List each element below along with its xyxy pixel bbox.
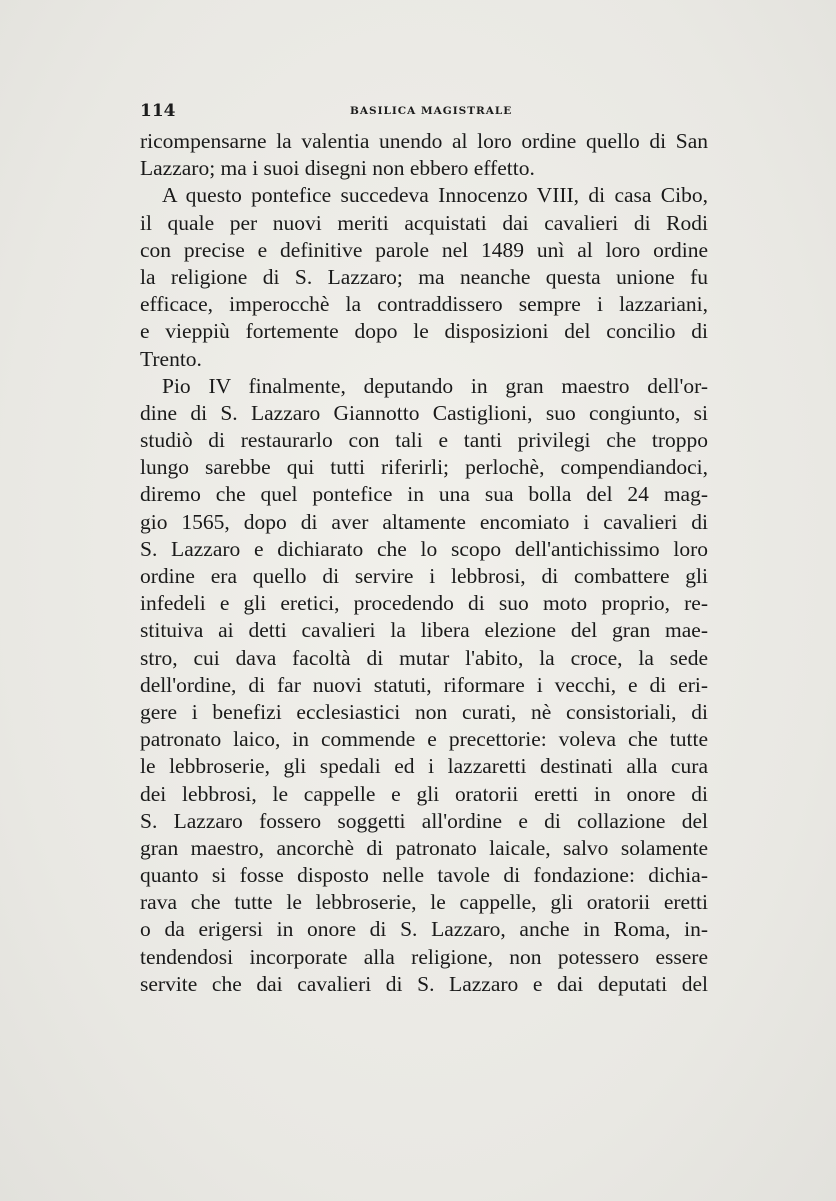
text-line: infedeli e gli eretici, procedendo di suo moto proprio, re- — [140, 591, 708, 616]
text-line: con precise e definitive parole nel 1489 unì al loro ordine — [140, 237, 708, 262]
text-line: patronato laico, in commende e precettorie: voleva che tutte — [140, 727, 708, 752]
text-line: Lazzaro; ma i suoi disegni non ebbero effetto. — [140, 156, 535, 181]
running-head: BASILICA MAGISTRALE — [350, 105, 513, 117]
text-line: gran maestro, ancorchè di patronato laicale, salvo solamente — [140, 835, 708, 860]
text-line: quanto si fosse disposto nelle tavole di fondazione: dichia- — [140, 863, 708, 888]
text-line: A questo pontefice succedeva Innocenzo VIII, di casa Cibo, — [162, 183, 708, 208]
text-line: tendendosi incorporate alla religione, non potessero essere — [140, 944, 708, 969]
text-line: S. Lazzaro e dichiarato che lo scopo dell'antichissimo loro — [140, 536, 708, 561]
text-line: gere i benefizi ecclesiastici non curati, nè consistoriali, di — [140, 699, 708, 724]
text-line: la religione di S. Lazzaro; ma neanche questa unione fu — [140, 264, 708, 289]
text-line: S. Lazzaro fossero soggetti all'ordine e di collazione del — [140, 808, 708, 833]
text-line: gio 1565, dopo di aver altamente encomiato i cavalieri di — [140, 509, 708, 534]
text-line: diremo che quel pontefice in una sua bolla del 24 mag- — [140, 482, 708, 507]
text-line: le lebbroserie, gli spedali ed i lazzaretti destinati alla cura — [140, 754, 708, 779]
page-number: 114 — [140, 101, 176, 121]
text-line: stituiva ai detti cavalieri la libera elezione del gran mae- — [140, 618, 708, 643]
text-line: dine di S. Lazzaro Giannotto Castiglioni, suo congiunto, si — [140, 400, 708, 425]
text-line: e vieppiù fortemente dopo le disposizioni del concilio di — [140, 319, 708, 344]
page-header — [140, 101, 708, 123]
text-line: dell'ordine, di far nuovi statuti, riformare i vecchi, e di eri- — [140, 672, 708, 697]
text-line: ricompensarne la valentia unendo al loro ordine quello di San — [140, 129, 708, 153]
text-line: efficace, imperocchè la contraddissero sempre i lazzariani, — [140, 292, 708, 317]
text-line: rava che tutte le lebbroserie, le cappelle, gli oratorii eretti — [140, 890, 708, 915]
text-line: servite che dai cavalieri di S. Lazzaro e dai deputati del — [140, 971, 708, 996]
body-text — [140, 128, 708, 998]
text-line: o da erigersi in onore di S. Lazzaro, anche in Roma, in- — [140, 917, 708, 942]
text-line: dei lebbrosi, le cappelle e gli oratorii eretti in onore di — [140, 781, 708, 806]
text-line: studiò di restaurarlo con tali e tanti privilegi che troppo — [140, 428, 708, 453]
text-line: lungo sarebbe qui tutti riferirli; perlochè, compendiandoci, — [140, 455, 708, 480]
text-line: stro, cui dava facoltà di mutar l'abito, la croce, la sede — [140, 645, 708, 670]
text-line: Pio IV finalmente, deputando in gran maestro dell'or- — [162, 373, 708, 398]
text-line: Trento. — [140, 346, 202, 371]
text-line: il quale per nuovi meriti acquistati dai cavalieri di Rodi — [140, 210, 708, 235]
text-line: ordine era quello di servire i lebbrosi, di combattere gli — [140, 564, 708, 588]
